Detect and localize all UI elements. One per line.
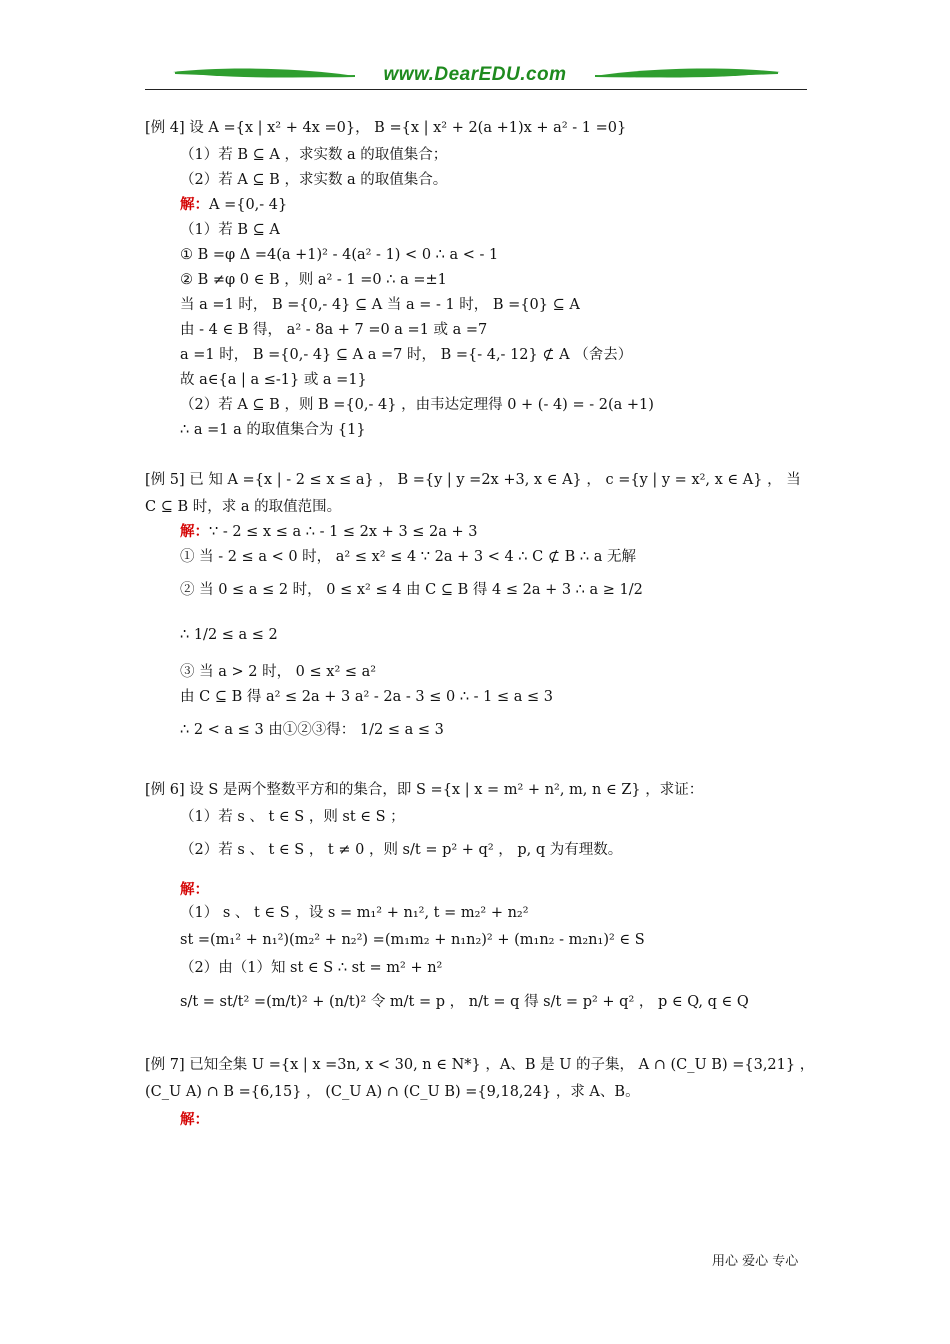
text-line [180,295,580,315]
text-line [180,992,749,1012]
line-text: [例 5] 已 知 A ={x | - 2 ≤ x ≤ a} ， B ={y | y =2x +3, x ∈ A} ， c ={y | y = x², x ∈ A} ， 当 [145,472,801,488]
line-text: s/t = st/t² =(m/t)² + (n/t)² 令 m/t = p ， n/t = q 得 s/t = p² + q² ， p ∈ Q, q ∈ Q [180,994,749,1010]
line-text: 由 C ⊆ B 得 a² ≤ 2a + 3 a² - 2a - 3 ≤ 0 ∴ - 1 ≤ a ≤ 3 [180,689,554,705]
footer-motto: 用心 爱心 专心 [712,1254,799,1269]
text-line [180,395,654,415]
line-text: （2）若 A ⊆ B ，则 B ={0,- 4} ，由韦达定理得 0 + (- 4) = - 2(a +1) [180,397,654,413]
text-line [180,270,447,290]
text-line [180,345,632,365]
line-text: （2）若 s 、 t ∈ S ， t ≠ 0 ，则 s/t = p² + q² ， p, q 为有理数。 [180,842,623,858]
line-text: 故 a∈{a | a ≤-1} 或 a =1} [180,372,367,388]
solution-label: 解： [180,881,209,898]
text-line [180,662,376,682]
text-line [145,1082,640,1102]
solution-label: 解： [180,523,209,540]
line-text: （1）若 s 、 t ∈ S ，则 st ∈ S ； [180,809,405,825]
text-line [145,470,801,490]
text-line [180,170,447,190]
text-line [180,320,487,340]
solution-label: 解： [180,196,209,213]
line-text: [例 4] 设 A ={x | x² + 4x =0}， B ={x | x² + 2(a +1)x + a² - 1 =0} [145,120,627,136]
header-rule [145,89,807,90]
line-text: [例 6] 设 S 是两个整数平方和的集合，即 S ={x | x = m² + n², m, n ∈ Z} ，求证： [145,782,704,798]
text-line [180,370,367,390]
text-line [145,780,703,800]
text-line [180,720,444,740]
text-line [180,195,287,215]
text-line [180,880,209,900]
line-text: ② 当 0 ≤ a ≤ 2 时， 0 ≤ x² ≤ 4 由 C ⊆ B 得 4 ≤ 2a + 3 ∴ a ≥ 1/2 [180,582,643,598]
text-line [180,625,278,645]
text-line [180,522,478,542]
text-line [180,420,366,440]
text-line [180,807,405,827]
line-text: ① B =φ Δ =4(a +1)² - 4(a² - 1) < 0 ∴ a < - 1 [180,247,499,263]
line-text: 当 a =1 时， B ={0,- 4} ⊆ A 当 a = - 1 时， B ={0} ⊆ A [180,297,580,313]
text-line [180,1110,209,1130]
line-text: （1） s 、 t ∈ S ，设 s = m₁² + n₁², t = m₂² + n₂² [180,905,529,921]
text-line [180,145,447,165]
text-line [180,903,529,923]
line-text: st =(m₁² + n₁²)(m₂² + n₂²) =(m₁m₂ + n₁n₂)² + (m₁n₂ - m₂n₁)² ∈ S [180,932,645,948]
line-text: ∵ - 2 ≤ x ≤ a ∴ - 1 ≤ 2x + 3 ≤ 2a + 3 [209,524,478,540]
line-text: （1）若 B ⊆ A ，求实数 a 的取值集合； [180,147,448,163]
line-text: C ⊆ B 时，求 a 的取值范围。 [145,499,342,515]
text-line [180,958,442,978]
line-text: 由 - 4 ∈ B 得， a² - 8a + 7 =0 a =1 或 a =7 [180,322,488,338]
text-line [180,220,280,240]
site-url: www.DearEDU.com [383,64,567,85]
line-text: ∴ 2 < a ≤ 3 由①②③得： 1/2 ≤ a ≤ 3 [180,722,444,738]
line-text: ② B ≠φ 0 ∈ B ，则 a² - 1 =0 ∴ a =±1 [180,272,447,288]
text-line [145,497,341,517]
line-text: （2）若 A ⊆ B ，求实数 a 的取值集合。 [180,172,448,188]
line-text: A ={0,- 4} [209,197,288,213]
text-line [180,687,553,707]
text-line [180,245,498,265]
text-line [145,1055,814,1075]
line-text: ① 当 - 2 ≤ a < 0 时， a² ≤ x² ≤ 4 ∵ 2a + 3 < 4 ∴ C ⊄ B ∴ a 无解 [180,549,636,565]
text-line [180,840,622,860]
line-text: [例 7] 已知全集 U ={x | x =3n, x < 30, n ∈ N*} ，A、B 是 U 的子集， A ∩ (C_U B) ={3,21} ， [145,1057,815,1073]
text-line [145,118,626,138]
line-text: ∴ a =1 a 的取值集合为 {1} [180,422,366,438]
line-text: （1）若 B ⊆ A [180,222,280,238]
text-line [180,580,643,600]
text-line [180,930,645,950]
line-text: （2）由（1）知 st ∈ S ∴ st = m² + n² [180,960,443,976]
line-text: ∴ 1/2 ≤ a ≤ 2 [180,627,278,643]
text-line [180,547,636,567]
solution-label: 解： [180,1111,209,1128]
line-text: (C_U A) ∩ B ={6,15} ， (C_U A) ∩ (C_U B) ={9,18,24} ，求 A、B。 [145,1084,640,1100]
line-text: ③ 当 a > 2 时， 0 ≤ x² ≤ a² [180,664,377,680]
line-text: a =1 时， B ={0,- 4} ⊆ A a =7 时， B ={- 4,- 12} ⊄ A （舍去） [180,347,633,363]
